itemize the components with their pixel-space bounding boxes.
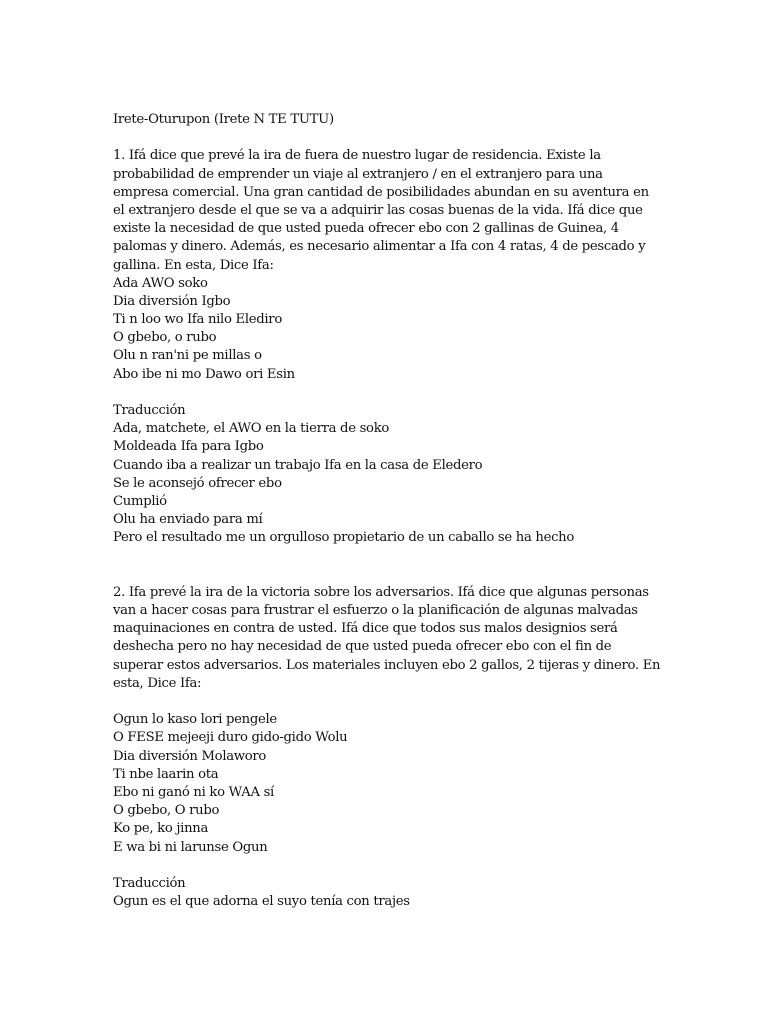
- verse-line: Ada AWO soko: [113, 275, 208, 291]
- translation-line: Pero el resultado me un orgulloso propietario de un caballo se ha hecho: [113, 530, 575, 546]
- section-2-translation: [113, 893, 658, 911]
- section-2-verse: [113, 711, 658, 857]
- verse-line: E wa bi ni larunse Ogun: [113, 839, 268, 855]
- paragraph-line: deshecha pero no hay necesidad de que usted pueda ofrecer ebo con el fin de: [113, 639, 612, 655]
- paragraph-line: empresa comercial. Una gran cantidad de posibilidades abundan en su aventura en: [113, 184, 649, 200]
- document-body: [113, 111, 661, 911]
- translation-line: Cumplió: [113, 493, 167, 509]
- paragraph-line: maquinaciones en contra de usted. Ifá dice que todos sus malos designios será: [113, 621, 618, 637]
- verse-line: Abo ibe ni mo Dawo ori Esin: [113, 366, 295, 382]
- paragraph-line: existe la necesidad de que usted pueda ofrecer ebo con 2 gallinas de Guinea, 4: [113, 221, 619, 237]
- spacer: [113, 548, 658, 584]
- paragraph-line: esta, Dice Ifa:: [113, 675, 202, 691]
- translation-line: Moldeada Ifa para Igbo: [113, 439, 264, 455]
- spacer: [113, 857, 658, 875]
- paragraph-line: probabilidad de emprender un viaje al extranjero / en el extranjero para una: [113, 166, 603, 182]
- section-1-paragraph: [113, 147, 658, 274]
- verse-line: O gbebo, O rubo: [113, 803, 220, 819]
- spacer: [113, 384, 658, 402]
- paragraph-line: el extranjero desde el que se va a adquirir las cosas buenas de la vida. Ifá dice que: [113, 202, 643, 218]
- document-title: Irete-Oturupon (Irete N TE TUTU): [113, 112, 334, 127]
- verse-line: O gbebo, o rubo: [113, 330, 217, 346]
- verse-line: Olu n ran'ni pe millas o: [113, 348, 262, 364]
- verse-line: O FESE mejeeji duro gido-gido Wolu: [113, 730, 348, 746]
- verse-line: Ti nbe laarin ota: [113, 766, 219, 782]
- verse-line: Dia diversión Molaworo: [113, 748, 267, 764]
- paragraph-line: superar estos adversarios. Los materiales incluyen ebo 2 gallos, 2 tijeras y dinero. En: [113, 657, 661, 673]
- spacer: [113, 693, 658, 711]
- translation-line: Ada, matchete, el AWO en la tierra de soko: [113, 421, 390, 437]
- verse-line: Ogun lo kaso lori pengele: [113, 712, 277, 728]
- spacer: [113, 129, 658, 147]
- section-1-verse: [113, 275, 658, 384]
- section-1-translation: [113, 420, 658, 547]
- translation-line: Cuando iba a realizar un trabajo Ifa en la casa de Eledero: [113, 457, 483, 473]
- paragraph-line: palomas y dinero. Además, es necesario alimentar a Ifa con 4 ratas, 4 de pescado y: [113, 239, 646, 255]
- paragraph-line: van a hacer cosas para frustrar el esfuerzo o la planificación de algunas malvadas: [113, 603, 638, 619]
- paragraph-line: 1. Ifá dice que prevé la ira de fuera de nuestro lugar de residencia. Existe la: [113, 148, 601, 164]
- verse-line: Dia diversión Igbo: [113, 293, 231, 309]
- translation-line: Ogun es el que adorna el suyo tenía con trajes: [113, 894, 410, 910]
- translation-heading: Traducción: [113, 875, 186, 891]
- verse-line: Ti n loo wo Ifa nilo Elediro: [113, 312, 282, 328]
- translation-line: Se le aconsejó ofrecer ebo: [113, 475, 282, 491]
- paragraph-line: 2. Ifa prevé la ira de la victoria sobre los adversarios. Ifá dice que algunas personas: [113, 584, 649, 600]
- section-2-paragraph: [113, 584, 661, 693]
- paragraph-line: gallina. En esta, Dice Ifa:: [113, 257, 274, 273]
- translation-heading: Traducción: [113, 403, 186, 418]
- translation-line: Olu ha enviado para mí: [113, 512, 263, 528]
- verse-line: Ebo ni ganó ni ko WAA sí: [113, 784, 274, 800]
- verse-line: Ko pe, ko jinna: [113, 821, 209, 837]
